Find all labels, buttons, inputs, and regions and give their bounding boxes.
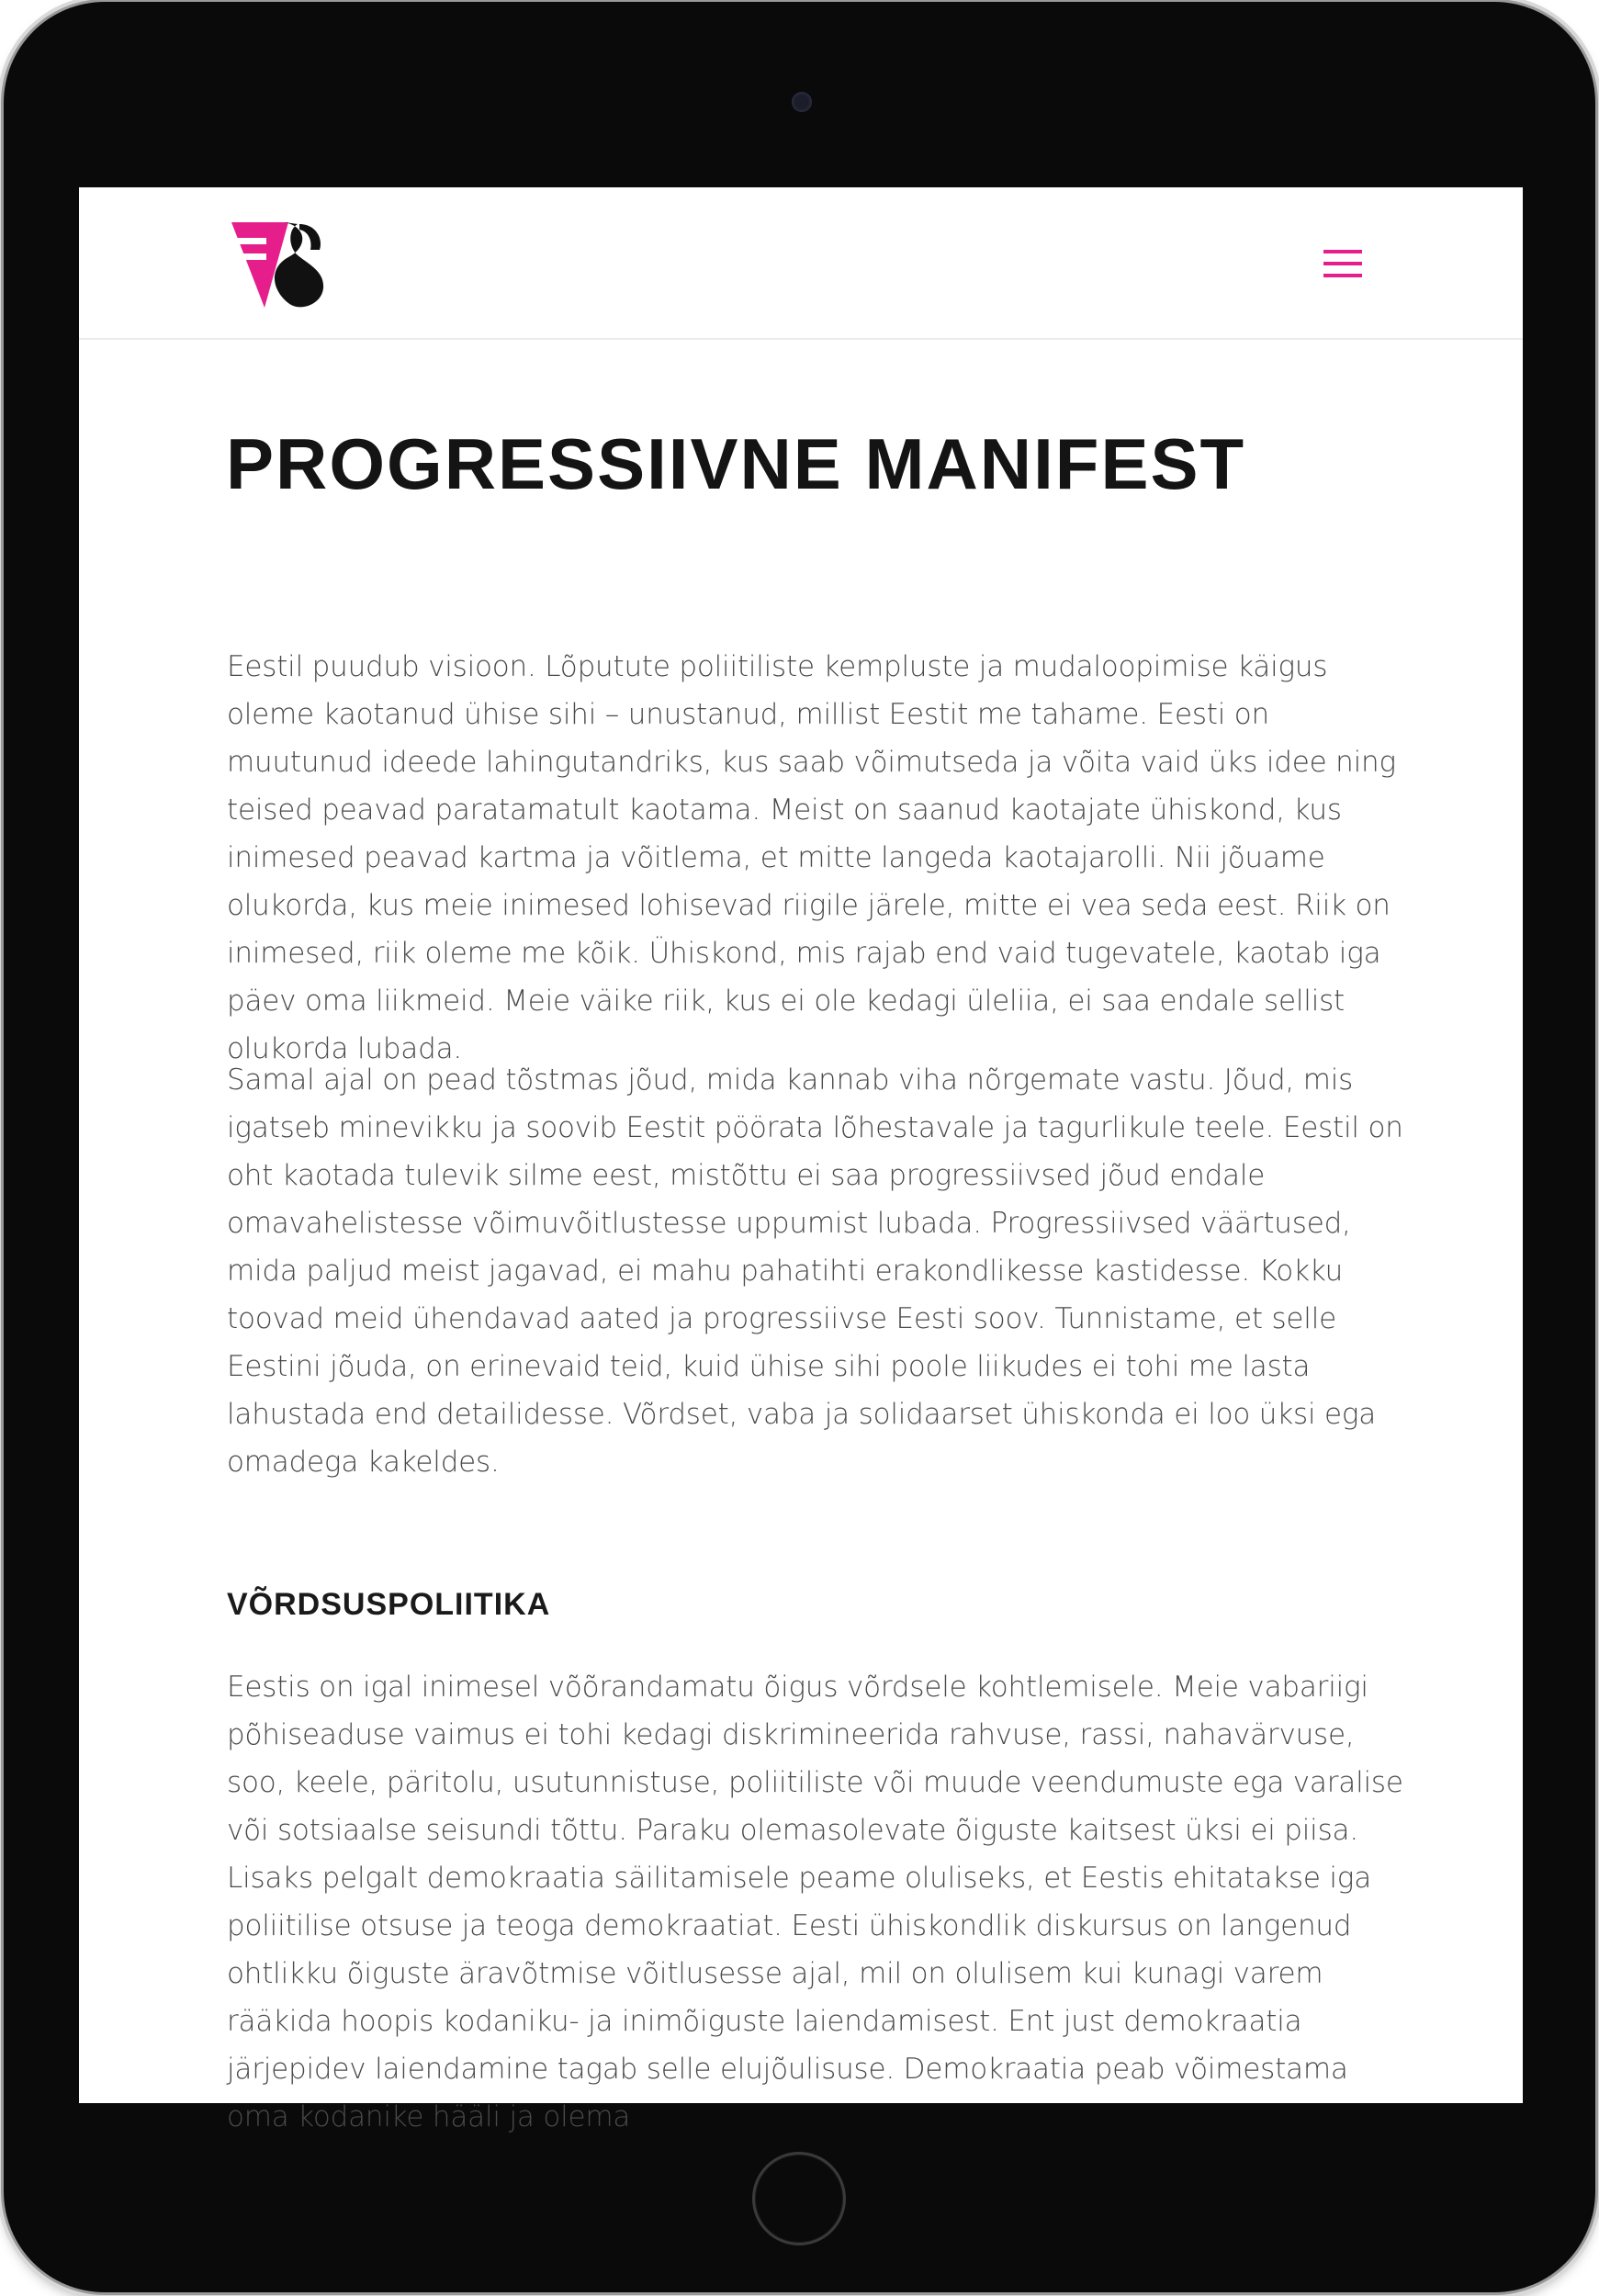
section-heading: VÕRDSUSPOLIITIKA bbox=[227, 1587, 551, 1622]
hamburger-menu-button[interactable] bbox=[1321, 242, 1365, 285]
party-logo-icon[interactable] bbox=[231, 222, 327, 309]
home-button[interactable] bbox=[752, 2152, 846, 2245]
intro-paragraph-1: Eestil puudub visioon. Lõputute poliitiliste kempluste ja mudaloopimise käigus oleme kaotanud ühise sihi – unustanud, millist Eestit me tahame. Eesti on muutunud ideede lahingutandriks, kus saab võimutseda ja võita vaid üks idee ning teised peavad paratamatult kaotama. Meist on saanud kaotajate ühiskond, kus inimesed peavad kartma ja võitlema, et mitte langeda kaotajarolli. Nii jõuame olukorda, kus meie inimesed lohisevad riigile järele, mitte ei vea seda eest. Riik on inimesed, riik oleme me kõik. Ühiskond, mis rajab end vaid tugevatele, kaotab iga päev oma liikmeid. Meie väike riik, kus ei ole kedagi üleliia, ei saa endale sellist olukorda lubada. bbox=[227, 650, 1396, 1065]
page-title: PROGRESSIIVNE MANIFEST bbox=[226, 423, 1246, 504]
party-logo-icon bbox=[231, 222, 327, 309]
tablet-screen bbox=[79, 187, 1523, 2133]
intro-paragraph-2: Samal ajal on pead tõstmas jõud, mida kannab viha nõrgemate vastu. Jõud, mis igatseb minevikku ja soovib Eestit pöörata lõhestavale ja tagurlikule teele. Eestil on oht kaotada tulevik silme eest, mistõttu ei saa progressiivsed jõud endale omavahelistesse võimuvõitlustesse uppumist lubada. Progressiivsed väärtused, mida paljud meist jagavad, ei mahu pahatihti erakondlikesse kastidesse. Kokku toovad meid ühendavad aated ja progressiivse Eesti soov. Tunnistame, et selle Eestini jõuda, on erinevaid teid, kuid ühise sihi poole liikudes ei tohi me lasta lahustada end detailidesse. Võrdset, vaba ja solidaarset ühiskonda ei loo üksi ega omadega kakeldes. bbox=[227, 1064, 1403, 1479]
front-camera bbox=[792, 92, 812, 112]
section-paragraph: Eestis on igal inimesel võõrandamatu õigus võrdsele kohtlemisele. Meie vabariigi põhiseaduse vaimus ei tohi kedagi diskrimineerida rahvuse, rassi, nahavärvuse, soo, keele, päritolu, usutunnistuse, poliitiliste või muude veendumuste ega varalise või sotsiaalse seisundi tõttu. Paraku olemasolevate õiguste kaitsest üksi ei piisa. Lisaks pelgalt demokraatia säilitamisele peame oluliseks, et Eestis ehitatakse iga poliitilise otsuse ja teoga demokraatiat. Eesti ühiskondlik diskursus on langenud ohtlikku õiguste äravõtmise võitlusesse ajal, mil on olulisem kui kunagi varem rääkida hoopis kodaniku- ja inimõiguste laiendamisest. Ent just demokraatia järjepidev laiendamine tagab selle elujõulisuse. Demokraatia peab võimestama oma kodanike hääli ja olema bbox=[227, 1671, 1403, 2133]
tablet-device-frame bbox=[4, 2, 1595, 2292]
site-header bbox=[79, 187, 1523, 340]
hamburger-menu-icon bbox=[1322, 247, 1364, 280]
